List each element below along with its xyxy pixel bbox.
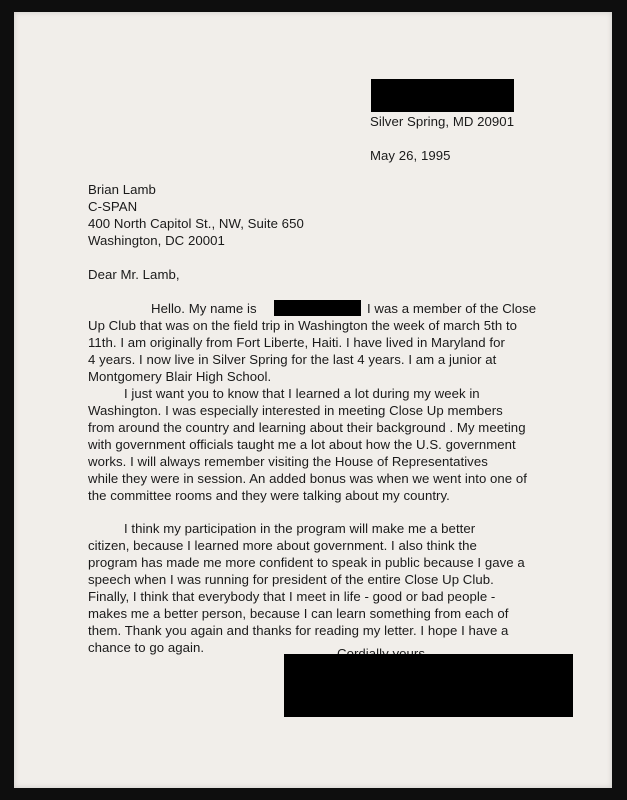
p3-line-2: citizen, because I learned more about government. I also think the (88, 538, 477, 553)
p2-line-6: while they were in session. An added bonus was when we went into one of (88, 471, 528, 486)
sender-city-line: Silver Spring, MD 20901 (370, 114, 515, 129)
p2-line-1: I just want you to know that I learned a lot during my week in (124, 386, 480, 401)
recipient-org: C-SPAN (88, 199, 138, 214)
p3-line-6: makes me a better person, because I can learn something from each of (88, 606, 509, 621)
p2-line-4: with government officials taught me a lot about how the U.S. government (88, 437, 516, 452)
p1-line-4: 4 years. I now live in Silver Spring for the last 4 years. I am a junior at (88, 352, 497, 367)
p2-line-7: the committee rooms and they were talking about my country. (88, 488, 450, 503)
recipient-city: Washington, DC 20001 (88, 233, 225, 248)
p3-line-1: I think my participation in the program will make me a better (124, 521, 476, 536)
p3-line-4: speech when I was running for president of the entire Close Up Club. (88, 572, 494, 587)
letter-page (14, 12, 612, 788)
p1-line-1b: I was a member of the Close (367, 301, 537, 316)
p1-line-2: Up Club that was on the field trip in Washington the week of march 5th to (88, 318, 518, 333)
p2-line-3: from around the country and learning about their background . My meeting (88, 420, 526, 435)
p3-line-7: them. Thank you again and thanks for reading my letter. I hope I have a (88, 623, 509, 638)
p1-line-3: 11th. I am originally from Fort Liberte, Haiti. I have lived in Maryland for (88, 335, 505, 350)
p2-line-5: works. I will always remember visiting the House of Representatives (88, 454, 488, 469)
recipient-name: Brian Lamb (88, 182, 156, 197)
redacted-name-inline (274, 300, 361, 316)
redacted-sender-name (371, 79, 514, 112)
recipient-street: 400 North Capitol St., NW, Suite 650 (88, 216, 304, 231)
p2-line-2: Washington. I was especially interested in meeting Close Up members (88, 403, 503, 418)
salutation: Dear Mr. Lamb, (88, 267, 180, 282)
p3-line-5: Finally, I think that everybody that I meet in life - good or bad people - (88, 589, 496, 604)
p3-line-3: program has made me more confident to speak in public because I gave a (88, 555, 525, 570)
letter-date: May 26, 1995 (370, 148, 451, 163)
redacted-signature (284, 654, 573, 717)
p1-line-1a: Hello. My name is (151, 301, 257, 316)
p3-line-8: chance to go again. (88, 640, 205, 655)
p1-line-5: Montgomery Blair High School. (88, 369, 272, 384)
